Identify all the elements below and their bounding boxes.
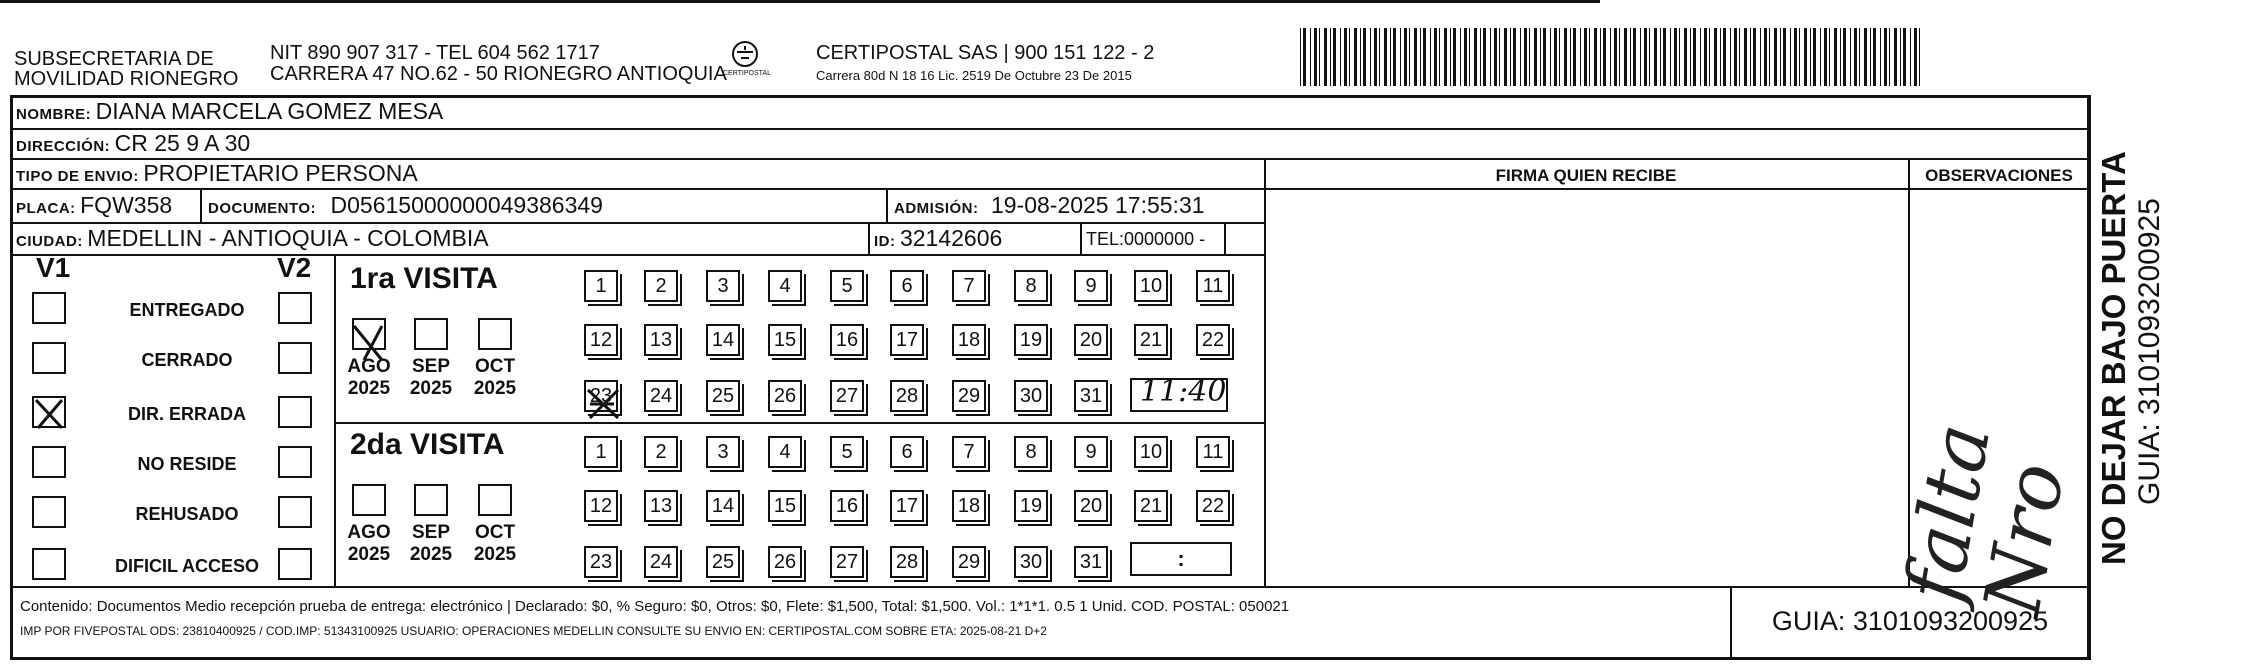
v2-day-box[interactable]: 7 — [952, 436, 986, 468]
ciudad-label: CIUDAD: — [16, 233, 83, 250]
admision-cell — [894, 192, 1205, 219]
cell-rule — [200, 190, 202, 222]
documento-value: D05615000000049386349 — [330, 192, 603, 218]
admision-value: 19-08-2025 17:55:31 — [990, 192, 1205, 218]
side-line1: NO DEJAR BAJO PUERTA — [2095, 151, 2132, 565]
status-label: REHUSADO — [135, 504, 239, 524]
v2-day-box[interactable]: 13 — [644, 490, 678, 522]
barcode — [1300, 28, 1930, 86]
v2-day-box[interactable]: 1 — [584, 436, 618, 468]
nombre-value: DIANA MARCELA GOMEZ MESA — [95, 98, 444, 124]
nit-line: NIT 890 907 317 - TEL 604 562 1717 — [270, 42, 600, 64]
id-label: ID: — [874, 233, 896, 250]
status-label: ENTREGADO — [129, 300, 245, 320]
v1-day-box[interactable]: 10 — [1134, 270, 1168, 302]
footer-guia: GUIA: 3101093200925 — [1771, 606, 2049, 636]
footer-line2: IMP POR FIVEPOSTAL ODS: 23810400925 / COD.IMP: 51343100925 USUARIO: OPERACIONES MEDELLIN CONSULTE SU ENVIO EN: CERTIPOSTAL.COM SOBRE ETA: 2025-08-21 D+2 — [20, 624, 1047, 638]
v1-day-box[interactable]: 27 — [830, 380, 864, 412]
v2-day-box[interactable]: 22 — [1196, 490, 1230, 522]
col-rule — [1264, 158, 1266, 588]
v2-day-box[interactable]: 8 — [1014, 436, 1048, 468]
v1-checkbox[interactable] — [32, 292, 66, 324]
v2-label: V2 — [277, 252, 312, 283]
tel-value: 0000000 - — [1124, 229, 1206, 249]
admision-label: ADMISIÓN: — [894, 200, 979, 217]
handwritten-observation — [1888, 200, 2083, 623]
documento-cell — [208, 192, 603, 219]
v2-day-box[interactable]: 9 — [1074, 436, 1108, 468]
v1-checkbox[interactable] — [32, 496, 66, 528]
status-label: NO RESIDE — [137, 454, 237, 474]
top-rule — [0, 0, 1600, 3]
v2-month-checkbox[interactable] — [352, 484, 386, 516]
direccion-row — [16, 130, 250, 157]
observation-text: falta Nro — [1888, 417, 2083, 623]
v2-checkbox[interactable] — [278, 396, 312, 428]
v1-day-box[interactable]: 18 — [952, 324, 986, 356]
certipostal-logo — [723, 38, 771, 88]
v2-month-name: OCT — [474, 522, 516, 543]
v1-day-box[interactable]: 13 — [644, 324, 678, 356]
v1-day-box[interactable]: 4 — [768, 270, 802, 302]
visit1-month-check-mark — [350, 320, 394, 364]
tel-label: TEL: — [1086, 229, 1125, 249]
v1-month-checkbox[interactable] — [478, 318, 512, 350]
v1-day-box[interactable]: 15 — [768, 324, 802, 356]
v2-day-box[interactable]: 28 — [890, 546, 924, 578]
v2-month-year: 2025 — [473, 544, 517, 565]
row-rule — [10, 222, 1265, 224]
v2-day-box[interactable]: 12 — [584, 490, 618, 522]
v2-checkbox[interactable] — [278, 446, 312, 478]
footer-line1: Contenido: Documentos Medio recepción prueba de entrega: electrónico | Declarado: $0, % Seguro: $0, Otros: $0, Flete: $1,500, Total: $1,500. Vol.: 1*1*1. 0.5 1 Unid. COD. POSTAL: 050021 — [20, 598, 1290, 615]
v2-day-box[interactable]: 18 — [952, 490, 986, 522]
v2-day-box[interactable]: 23 — [584, 546, 618, 578]
v1-day-box[interactable]: 6 — [890, 270, 924, 302]
v2-day-box[interactable]: 4 — [768, 436, 802, 468]
v2-checkbox[interactable] — [278, 548, 312, 580]
v2-checkbox[interactable] — [278, 292, 312, 324]
visit1-day-check-mark — [584, 386, 624, 422]
v2-day-box[interactable]: 29 — [952, 546, 986, 578]
v1-day-box[interactable]: 28 — [890, 380, 924, 412]
nombre-row — [16, 98, 443, 125]
v1-month-checkbox[interactable] — [414, 318, 448, 350]
v2-day-box[interactable]: 2 — [644, 436, 678, 468]
org-line1: SUBSECRETARIA DE — [14, 48, 214, 70]
direccion-label: DIRECCIÓN: — [16, 138, 111, 155]
v2-month-checkbox[interactable] — [478, 484, 512, 516]
v1-day-box[interactable]: 3 — [706, 270, 740, 302]
side-notice — [2094, 95, 2194, 565]
v1-day-box[interactable]: 26 — [768, 380, 802, 412]
courier-line1: CERTIPOSTAL SAS | 900 151 122 - 2 — [816, 42, 1155, 64]
ciudad-cell — [16, 225, 489, 252]
v1-day-box[interactable]: 7 — [952, 270, 986, 302]
v1-checkbox[interactable] — [32, 342, 66, 374]
v2-day-box[interactable]: 5 — [830, 436, 864, 468]
observaciones-header: OBSERVACIONES — [1925, 166, 2073, 185]
v2-day-box[interactable]: 26 — [768, 546, 802, 578]
address-line: CARRERA 47 NO.62 - 50 RIONEGRO ANTIOQUIA — [270, 63, 727, 85]
status-label: CERRADO — [141, 350, 233, 370]
v1-day-box[interactable]: 12 — [584, 324, 618, 356]
v1-month-name: SEP — [411, 356, 451, 377]
id-value: 32142606 — [899, 225, 1003, 251]
row-rule — [10, 128, 2090, 130]
visit2-title: 2da VISITA — [350, 428, 505, 461]
v2-day-box[interactable]: 21 — [1134, 490, 1168, 522]
v2-month-name: SEP — [411, 522, 451, 543]
logo-icon — [727, 38, 767, 72]
v2-day-box[interactable]: 17 — [890, 490, 924, 522]
v1-day-box[interactable]: 1 — [584, 270, 618, 302]
v1-checkbox[interactable] — [32, 446, 66, 478]
v1-month-year: 2025 — [409, 378, 453, 399]
v2-day-box[interactable]: 19 — [1014, 490, 1048, 522]
v2-day-box[interactable]: 30 — [1014, 546, 1048, 578]
v1-day-box[interactable]: 23 — [584, 380, 618, 412]
v1-day-box[interactable]: 8 — [1014, 270, 1048, 302]
v2-day-box[interactable]: 3 — [706, 436, 740, 468]
firma-header: FIRMA QUIEN RECIBE — [1495, 166, 1677, 185]
v1-day-box[interactable]: 20 — [1074, 324, 1108, 356]
visit-divider — [334, 422, 1266, 424]
v2-day-box[interactable]: 11 — [1196, 436, 1230, 468]
v1-day-box[interactable]: 17 — [890, 324, 924, 356]
v2-day-box[interactable]: 31 — [1074, 546, 1108, 578]
placa-cell — [16, 192, 172, 219]
v1-check-mark — [32, 396, 72, 432]
cell-rule — [886, 190, 888, 222]
status-label: DIR. ERRADA — [127, 404, 246, 424]
v2-day-box[interactable]: 14 — [706, 490, 740, 522]
v2-day-box[interactable]: 24 — [644, 546, 678, 578]
v1-day-box[interactable]: 24 — [644, 380, 678, 412]
v2-day-box[interactable]: 20 — [1074, 490, 1108, 522]
tipo-label: TIPO DE ENVIO: — [16, 168, 139, 185]
cell-rule — [868, 224, 870, 254]
courier-line2: Carrera 80d N 18 16 Lic. 2519 De Octubre 23 De 2015 — [816, 68, 1132, 83]
placa-value: FQW358 — [80, 192, 173, 218]
v2-checkbox[interactable] — [278, 342, 312, 374]
ciudad-value: MEDELLIN - ANTIOQUIA - COLOMBIA — [87, 225, 489, 251]
v1-day-box[interactable]: 21 — [1134, 324, 1168, 356]
footer-rule — [10, 586, 2090, 588]
v1-day-box[interactable]: 31 — [1074, 380, 1108, 412]
tel-cell — [1086, 229, 1205, 250]
v1-day-box[interactable]: 25 — [706, 380, 740, 412]
v1-month-year: 2025 — [347, 378, 391, 399]
id-cell — [874, 225, 1002, 252]
v1-month-name: OCT — [474, 356, 516, 377]
v1-label: V1 — [36, 252, 71, 283]
v2-day-box[interactable]: 10 — [1134, 436, 1168, 468]
v2-month-year: 2025 — [409, 544, 453, 565]
v1-day-box[interactable]: 19 — [1014, 324, 1048, 356]
v2-day-box[interactable]: 15 — [768, 490, 802, 522]
visit1-title: 1ra VISITA — [350, 262, 498, 295]
tipo-value: PROPIETARIO PERSONA — [143, 160, 418, 186]
v1-day-box[interactable]: 14 — [706, 324, 740, 356]
org-line2: MOVILIDAD RIONEGRO — [14, 68, 239, 90]
v2-month-name: AGO — [347, 522, 391, 543]
status-label: DIFICIL ACCESO — [114, 556, 259, 576]
v2-day-box[interactable]: 25 — [706, 546, 740, 578]
tipo-row — [16, 160, 418, 187]
v1-day-box[interactable]: 2 — [644, 270, 678, 302]
v1-checkbox[interactable] — [32, 548, 66, 580]
v1-month-year: 2025 — [473, 378, 517, 399]
visit1-time: 11:40 — [1140, 374, 1227, 409]
v1-day-box[interactable]: 5 — [830, 270, 864, 302]
v1-day-box[interactable]: 22 — [1196, 324, 1230, 356]
v2-day-box[interactable]: 6 — [890, 436, 924, 468]
v1-day-box[interactable]: 16 — [830, 324, 864, 356]
nombre-label: NOMBRE: — [16, 106, 92, 123]
cell-rule — [1224, 224, 1226, 254]
cell-rule — [1080, 224, 1082, 254]
v1-day-box[interactable]: 11 — [1196, 270, 1230, 302]
v2-month-checkbox[interactable] — [414, 484, 448, 516]
v2-day-box[interactable]: 16 — [830, 490, 864, 522]
v2-checkbox[interactable] — [278, 496, 312, 528]
placa-label: PLACA: — [16, 200, 76, 217]
v2-day-box[interactable]: 27 — [830, 546, 864, 578]
documento-label: DOCUMENTO: — [208, 200, 317, 217]
side-line2: GUIA: 3101093200925 — [2133, 198, 2166, 505]
v1-month-name: AGO — [347, 356, 391, 377]
v1-day-box[interactable]: 29 — [952, 380, 986, 412]
col-header-rule — [1264, 188, 2090, 190]
direccion-value: CR 25 9 A 30 — [114, 130, 251, 156]
logo-caption: CERTIPOSTAL — [723, 70, 771, 77]
v1-day-box[interactable]: 9 — [1074, 270, 1108, 302]
v2-month-year: 2025 — [347, 544, 391, 565]
row-rule — [10, 254, 1265, 256]
v1-day-box[interactable]: 30 — [1014, 380, 1048, 412]
visit2-time: : — [1177, 546, 1185, 571]
